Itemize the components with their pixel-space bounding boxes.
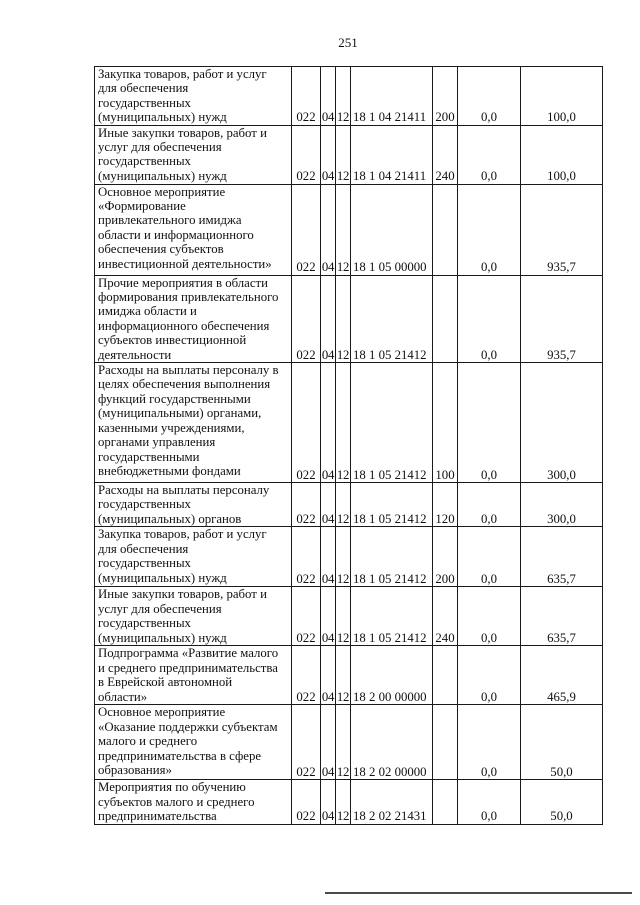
amount-second-column-cell: 300,0: [521, 483, 603, 527]
table-row: [95, 67, 603, 126]
amount-second-column-cell: 100,0: [521, 67, 603, 126]
subsection-code-cell: 12: [336, 67, 351, 126]
amount-first-column-cell: 0,0: [458, 125, 521, 184]
ministry-code-cell: 022: [292, 646, 321, 705]
amount-first-column-cell: 0,0: [458, 780, 521, 824]
ministry-code-cell: 022: [292, 275, 321, 362]
subsection-code-cell: 12: [336, 780, 351, 824]
table-row: [95, 705, 603, 780]
expense-type-code-cell: [433, 780, 458, 824]
target-article-code-cell: 18 2 02 21431: [351, 780, 433, 824]
page-number: 251: [338, 35, 358, 50]
target-article-code-cell: 18 2 00 00000: [351, 646, 433, 705]
table-row: [95, 646, 603, 705]
amount-first-column-cell: 0,0: [458, 184, 521, 275]
section-code-cell: 04: [321, 587, 336, 646]
amount-first-column-cell: 0,0: [458, 483, 521, 527]
item-name-cell: Иные закупки товаров, работ и услуг для обеспечения государственных (муниципальных) нужд: [95, 587, 292, 646]
subsection-code-cell: 12: [336, 275, 351, 362]
section-code-cell: 04: [321, 646, 336, 705]
amount-second-column-cell: 100,0: [521, 125, 603, 184]
ministry-code-cell: 022: [292, 527, 321, 587]
target-article-code-cell: 18 1 05 00000: [351, 184, 433, 275]
section-code-cell: 04: [321, 184, 336, 275]
ministry-code-cell: 022: [292, 587, 321, 646]
table-row: [95, 587, 603, 646]
amount-second-column-cell: 935,7: [521, 184, 603, 275]
subsection-code-cell: 12: [336, 646, 351, 705]
item-name-cell: Основное мероприятие «Формирование привлекательного имиджа области и информационного обеспечения субъектов инвестиционной деятельности»: [95, 184, 292, 275]
amount-second-column-cell: 50,0: [521, 780, 603, 824]
target-article-code-cell: 18 1 04 21411: [351, 125, 433, 184]
expense-type-code-cell: 200: [433, 527, 458, 587]
subsection-code-cell: 12: [336, 125, 351, 184]
section-code-cell: 04: [321, 125, 336, 184]
section-code-cell: 04: [321, 67, 336, 126]
ministry-code-cell: 022: [292, 125, 321, 184]
target-article-code-cell: 18 1 05 21412: [351, 275, 433, 362]
target-article-code-cell: 18 1 04 21411: [351, 67, 433, 126]
amount-second-column-cell: 465,9: [521, 646, 603, 705]
table-row: [95, 275, 603, 362]
item-name-cell: Расходы на выплаты персоналу государственных (муниципальных) органов: [95, 483, 292, 527]
amount-second-column-cell: 935,7: [521, 275, 603, 362]
amount-second-column-cell: 50,0: [521, 705, 603, 780]
table-row: [95, 483, 603, 527]
item-name-cell: Закупка товаров, работ и услуг для обеспечения государственных (муниципальных) нужд: [95, 527, 292, 587]
amount-first-column-cell: 0,0: [458, 646, 521, 705]
section-code-cell: 04: [321, 483, 336, 527]
subsection-code-cell: 12: [336, 363, 351, 483]
expense-type-code-cell: [433, 275, 458, 362]
item-name-cell: Расходы на выплаты персоналу в целях обеспечения выполнения функций государственными (муниципальными) органами, казенными учреждениями, органами управления государственными внебюджетными фондами: [95, 363, 292, 483]
amount-first-column-cell: 0,0: [458, 527, 521, 587]
expense-type-code-cell: 100: [433, 363, 458, 483]
amount-first-column-cell: 0,0: [458, 705, 521, 780]
target-article-code-cell: 18 1 05 21412: [351, 363, 433, 483]
scan-edge-line: [325, 892, 632, 894]
section-code-cell: 04: [321, 527, 336, 587]
table-body: [95, 67, 603, 825]
expense-type-code-cell: [433, 705, 458, 780]
amount-first-column-cell: 0,0: [458, 587, 521, 646]
target-article-code-cell: 18 1 05 21412: [351, 483, 433, 527]
ministry-code-cell: 022: [292, 363, 321, 483]
section-code-cell: 04: [321, 780, 336, 824]
ministry-code-cell: 022: [292, 705, 321, 780]
subsection-code-cell: 12: [336, 527, 351, 587]
amount-first-column-cell: 0,0: [458, 275, 521, 362]
ministry-code-cell: 022: [292, 780, 321, 824]
expense-type-code-cell: 120: [433, 483, 458, 527]
table-row: [95, 527, 603, 587]
target-article-code-cell: 18 2 02 00000: [351, 705, 433, 780]
item-name-cell: Прочие мероприятия в области формирования привлекательного имиджа области и информационного обеспечения субъектов инвестиционной деятельности: [95, 275, 292, 362]
section-code-cell: 04: [321, 705, 336, 780]
subsection-code-cell: 12: [336, 705, 351, 780]
item-name-cell: Иные закупки товаров, работ и услуг для обеспечения государственных (муниципальных) нужд: [95, 125, 292, 184]
expense-type-code-cell: 200: [433, 67, 458, 126]
item-name-cell: Мероприятия по обучению субъектов малого и среднего предпринимательства: [95, 780, 292, 824]
target-article-code-cell: 18 1 05 21412: [351, 587, 433, 646]
expense-type-code-cell: 240: [433, 125, 458, 184]
target-article-code-cell: 18 1 05 21412: [351, 527, 433, 587]
table-row: [95, 125, 603, 184]
item-name-cell: Подпрограмма «Развитие малого и среднего предпринимательства в Еврейской автономной области»: [95, 646, 292, 705]
expense-type-code-cell: [433, 646, 458, 705]
amount-second-column-cell: 635,7: [521, 587, 603, 646]
item-name-cell: Основное мероприятие «Оказание поддержки субъектам малого и среднего предпринимательства в сфере образования»: [95, 705, 292, 780]
amount-first-column-cell: 0,0: [458, 67, 521, 126]
subsection-code-cell: 12: [336, 587, 351, 646]
section-code-cell: 04: [321, 275, 336, 362]
ministry-code-cell: 022: [292, 184, 321, 275]
amount-second-column-cell: 635,7: [521, 527, 603, 587]
budget-table: [94, 66, 603, 825]
expense-type-code-cell: 240: [433, 587, 458, 646]
table-row: [95, 184, 603, 275]
section-code-cell: 04: [321, 363, 336, 483]
item-name-cell: Закупка товаров, работ и услуг для обеспечения государственных (муниципальных) нужд: [95, 67, 292, 126]
ministry-code-cell: 022: [292, 483, 321, 527]
table-row: [95, 780, 603, 824]
amount-second-column-cell: 300,0: [521, 363, 603, 483]
subsection-code-cell: 12: [336, 184, 351, 275]
subsection-code-cell: 12: [336, 483, 351, 527]
ministry-code-cell: 022: [292, 67, 321, 126]
amount-first-column-cell: 0,0: [458, 363, 521, 483]
table-row: [95, 363, 603, 483]
expense-type-code-cell: [433, 184, 458, 275]
